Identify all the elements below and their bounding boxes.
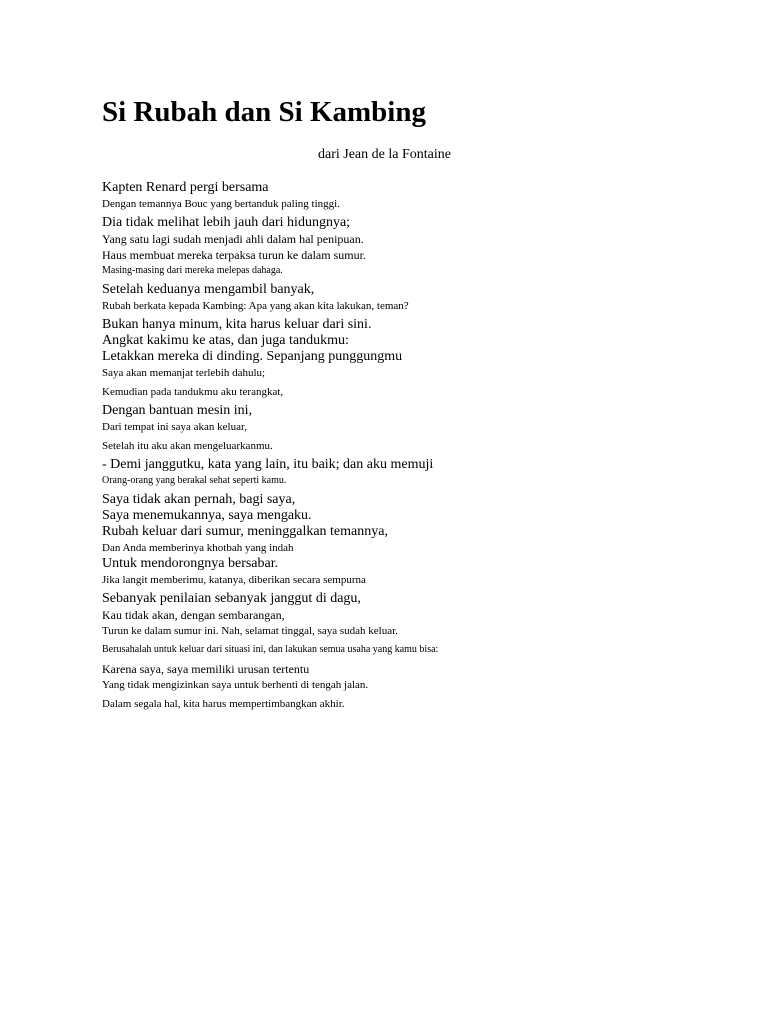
poem-line: Turun ke dalam sumur ini. Nah, selamat tinggal, saya sudah keluar. [102,625,398,637]
poem-line: Kemudian pada tandukmu aku terangkat, [102,386,284,398]
poem-line: Orang-orang yang berakal sehat seperti kamu. [102,475,287,486]
poem-line: Rubah keluar dari sumur, meninggalkan temannya, [102,524,388,539]
poem-line: Saya akan memanjat terlebih dahulu; [102,367,266,379]
poem-line: Rubah berkata kepada Kambing: Apa yang akan kita lakukan, teman? [102,300,409,312]
poem-line: Berusahalah untuk keluar dari situasi ini, dan lakukan semua usaha yang kamu bisa: [102,644,439,655]
poem-line: Bukan hanya minum, kita harus keluar dari sini. [102,317,372,332]
poem-body [102,180,702,712]
poem-line: Untuk mendorongnya bersabar. [102,556,279,571]
poem-line: Dari tempat ini saya akan keluar, [102,421,247,433]
poem-line: Kau tidak akan, dengan sembarangan, [102,608,285,622]
poem-line: Dengan bantuan mesin ini, [102,403,253,418]
poem-line: Saya menemukannya, saya mengaku. [102,508,312,523]
poem-line: Dengan temannya Bouc yang bertanduk paling tinggi. [102,198,340,210]
poem-line: Yang satu lagi sudah menjadi ahli dalam hal penipuan. [102,232,364,246]
poem-line: Setelah keduanya mengambil banyak, [102,282,315,297]
poem-line: Angkat kakimu ke atas, dan juga tandukmu: [102,333,349,348]
poem-line: Dalam segala hal, kita harus mempertimbangkan akhir. [102,698,345,710]
poem-line: Kapten Renard pergi bersama [102,180,269,195]
poem-line: Setelah itu aku akan mengeluarkanmu. [102,440,273,452]
poem-line: Dia tidak melihat lebih jauh dari hidungnya; [102,215,351,230]
poem-line: - Demi janggutku, kata yang lain, itu baik; dan aku memuji [102,457,434,472]
poem-line: Haus membuat mereka terpaksa turun ke dalam sumur. [102,248,366,262]
poem-line: Letakkan mereka di dinding. Sepanjang punggungmu [102,349,403,364]
poem-line: Sebanyak penilaian sebanyak janggut di dagu, [102,591,361,606]
poem-line: Masing-masing dari mereka melepas dahaga. [102,265,283,276]
poem-line: Yang tidak mengizinkan saya untuk berhenti di tengah jalan. [102,679,369,691]
document-author: dari Jean de la Fontaine [318,147,451,162]
poem-line: Saya tidak akan pernah, bagi saya, [102,492,296,507]
poem-line: Karena saya, saya memiliki urusan tertentu [102,662,310,676]
document-title: Si Rubah dan Si Kambing [102,96,426,128]
poem-line: Dan Anda memberinya khotbah yang indah [102,542,294,554]
poem-line: Jika langit memberimu, katanya, diberikan secara sempurna [102,574,366,586]
